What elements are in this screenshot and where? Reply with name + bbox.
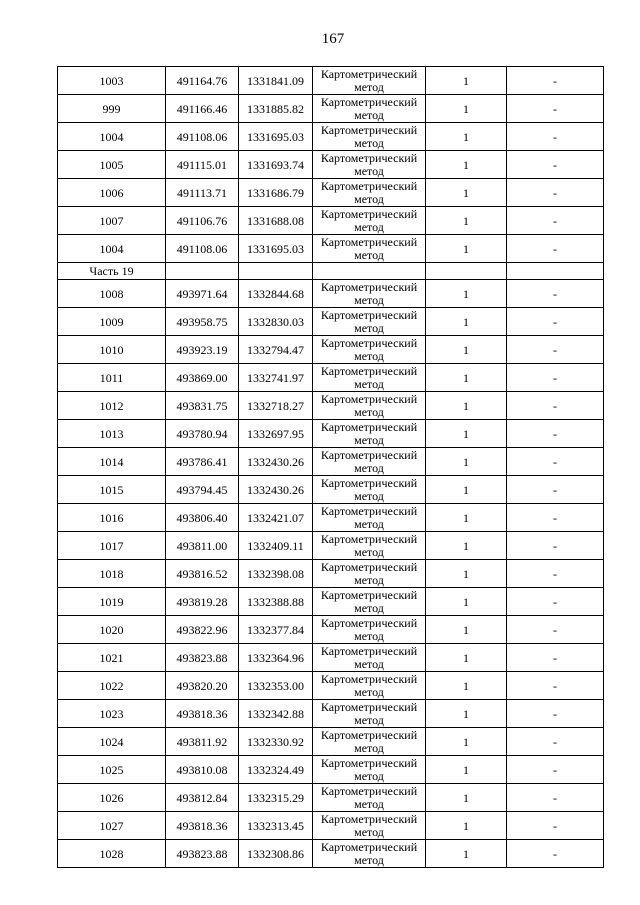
y-coordinate-cell: 1332315.29 — [239, 784, 313, 812]
column-6-cell: - — [507, 476, 604, 504]
y-coordinate-cell: 1332718.27 — [239, 392, 313, 420]
x-coordinate-cell: 491113.71 — [166, 179, 239, 207]
x-coordinate-cell: 493811.00 — [166, 532, 239, 560]
table-row — [58, 588, 604, 616]
method-cell: Картометрический метод — [313, 588, 426, 616]
point-number-cell: 1019 — [58, 588, 166, 616]
column-5-cell: 1 — [426, 700, 507, 728]
point-number-cell: 1004 — [58, 235, 166, 263]
method-cell: Картометрический метод — [313, 784, 426, 812]
point-number-cell: 1010 — [58, 336, 166, 364]
x-coordinate-cell: 491108.06 — [166, 235, 239, 263]
point-number-cell: 1028 — [58, 840, 166, 868]
table-row — [58, 207, 604, 235]
method-cell: Картометрический метод — [313, 364, 426, 392]
point-number-cell: 1011 — [58, 364, 166, 392]
table-row — [58, 420, 604, 448]
table-row — [58, 728, 604, 756]
y-coordinate-cell: 1331695.03 — [239, 235, 313, 263]
y-coordinate-cell: 1332330.92 — [239, 728, 313, 756]
method-cell: Картометрический метод — [313, 700, 426, 728]
method-cell: Картометрический метод — [313, 644, 426, 672]
y-coordinate-cell: 1332353.00 — [239, 672, 313, 700]
method-cell: Картометрический метод — [313, 235, 426, 263]
y-coordinate-cell: 1332342.88 — [239, 700, 313, 728]
empty-cell — [426, 263, 507, 280]
table-row — [58, 67, 604, 95]
column-5-cell: 1 — [426, 784, 507, 812]
column-5-cell: 1 — [426, 207, 507, 235]
column-6-cell: - — [507, 644, 604, 672]
method-cell: Картометрический метод — [313, 616, 426, 644]
x-coordinate-cell: 493923.19 — [166, 336, 239, 364]
method-cell: Картометрический метод — [313, 67, 426, 95]
x-coordinate-cell: 493820.20 — [166, 672, 239, 700]
empty-cell — [313, 263, 426, 280]
table-row — [58, 448, 604, 476]
column-5-cell: 1 — [426, 840, 507, 868]
y-coordinate-cell: 1332830.03 — [239, 308, 313, 336]
y-coordinate-cell: 1332697.95 — [239, 420, 313, 448]
column-6-cell: - — [507, 364, 604, 392]
point-number-cell: 1026 — [58, 784, 166, 812]
y-coordinate-cell: 1332388.88 — [239, 588, 313, 616]
table-row — [58, 280, 604, 308]
x-coordinate-cell: 493794.45 — [166, 476, 239, 504]
x-coordinate-cell: 493958.75 — [166, 308, 239, 336]
column-6-cell: - — [507, 700, 604, 728]
column-6-cell: - — [507, 812, 604, 840]
point-number-cell: 1008 — [58, 280, 166, 308]
method-cell: Картометрический метод — [313, 123, 426, 151]
x-coordinate-cell: 491106.76 — [166, 207, 239, 235]
table-row — [58, 644, 604, 672]
section-label: Часть 19 — [58, 263, 166, 280]
column-6-cell: - — [507, 532, 604, 560]
point-number-cell: 1022 — [58, 672, 166, 700]
table-row — [58, 532, 604, 560]
table-row — [58, 504, 604, 532]
point-number-cell: 1003 — [58, 67, 166, 95]
column-6-cell: - — [507, 756, 604, 784]
point-number-cell: 1015 — [58, 476, 166, 504]
table-row — [58, 336, 604, 364]
column-6-cell: - — [507, 420, 604, 448]
method-cell: Картометрический метод — [313, 504, 426, 532]
x-coordinate-cell: 493823.88 — [166, 840, 239, 868]
point-number-cell: 1021 — [58, 644, 166, 672]
table-row — [58, 784, 604, 812]
column-6-cell: - — [507, 280, 604, 308]
column-5-cell: 1 — [426, 179, 507, 207]
section-label-row — [58, 263, 604, 280]
coordinates-table — [57, 66, 604, 868]
point-number-cell: 1018 — [58, 560, 166, 588]
y-coordinate-cell: 1332324.49 — [239, 756, 313, 784]
method-cell: Картометрический метод — [313, 840, 426, 868]
y-coordinate-cell: 1332409.11 — [239, 532, 313, 560]
method-cell: Картометрический метод — [313, 207, 426, 235]
point-number-cell: 1020 — [58, 616, 166, 644]
x-coordinate-cell: 493780.94 — [166, 420, 239, 448]
method-cell: Картометрический метод — [313, 179, 426, 207]
x-coordinate-cell: 493819.28 — [166, 588, 239, 616]
y-coordinate-cell: 1332313.45 — [239, 812, 313, 840]
point-number-cell: 1009 — [58, 308, 166, 336]
point-number-cell: 999 — [58, 95, 166, 123]
column-5-cell: 1 — [426, 392, 507, 420]
method-cell: Картометрический метод — [313, 336, 426, 364]
point-number-cell: 1016 — [58, 504, 166, 532]
column-6-cell: - — [507, 448, 604, 476]
y-coordinate-cell: 1331695.03 — [239, 123, 313, 151]
x-coordinate-cell: 493971.64 — [166, 280, 239, 308]
point-number-cell: 1006 — [58, 179, 166, 207]
method-cell: Картометрический метод — [313, 280, 426, 308]
point-number-cell: 1023 — [58, 700, 166, 728]
column-6-cell: - — [507, 207, 604, 235]
x-coordinate-cell: 493810.08 — [166, 756, 239, 784]
y-coordinate-cell: 1332430.26 — [239, 476, 313, 504]
table-row — [58, 364, 604, 392]
column-5-cell: 1 — [426, 235, 507, 263]
x-coordinate-cell: 493831.75 — [166, 392, 239, 420]
column-6-cell: - — [507, 588, 604, 616]
column-5-cell: 1 — [426, 67, 507, 95]
column-5-cell: 1 — [426, 644, 507, 672]
empty-cell — [239, 263, 313, 280]
table-row — [58, 235, 604, 263]
column-5-cell: 1 — [426, 123, 507, 151]
x-coordinate-cell: 491164.76 — [166, 67, 239, 95]
table-row — [58, 840, 604, 868]
column-6-cell: - — [507, 784, 604, 812]
column-5-cell: 1 — [426, 476, 507, 504]
x-coordinate-cell: 493786.41 — [166, 448, 239, 476]
table-row — [58, 308, 604, 336]
y-coordinate-cell: 1332308.86 — [239, 840, 313, 868]
method-cell: Картометрический метод — [313, 476, 426, 504]
y-coordinate-cell: 1332364.96 — [239, 644, 313, 672]
column-6-cell: - — [507, 67, 604, 95]
column-5-cell: 1 — [426, 95, 507, 123]
column-6-cell: - — [507, 123, 604, 151]
point-number-cell: 1013 — [58, 420, 166, 448]
column-6-cell: - — [507, 728, 604, 756]
point-number-cell: 1004 — [58, 123, 166, 151]
x-coordinate-cell: 493806.40 — [166, 504, 239, 532]
x-coordinate-cell: 493811.92 — [166, 728, 239, 756]
column-6-cell: - — [507, 840, 604, 868]
point-number-cell: 1007 — [58, 207, 166, 235]
column-6-cell: - — [507, 336, 604, 364]
table-row — [58, 95, 604, 123]
column-5-cell: 1 — [426, 364, 507, 392]
point-number-cell: 1005 — [58, 151, 166, 179]
point-number-cell: 1012 — [58, 392, 166, 420]
column-5-cell: 1 — [426, 280, 507, 308]
x-coordinate-cell: 493816.52 — [166, 560, 239, 588]
column-5-cell: 1 — [426, 756, 507, 784]
x-coordinate-cell: 491108.06 — [166, 123, 239, 151]
method-cell: Картометрический метод — [313, 672, 426, 700]
point-number-cell: 1024 — [58, 728, 166, 756]
table-row — [58, 123, 604, 151]
table-row — [58, 560, 604, 588]
column-6-cell: - — [507, 179, 604, 207]
column-5-cell: 1 — [426, 588, 507, 616]
table-row — [58, 616, 604, 644]
method-cell: Картометрический метод — [313, 95, 426, 123]
column-6-cell: - — [507, 308, 604, 336]
column-5-cell: 1 — [426, 672, 507, 700]
point-number-cell: 1025 — [58, 756, 166, 784]
x-coordinate-cell: 493822.96 — [166, 616, 239, 644]
x-coordinate-cell: 493818.36 — [166, 812, 239, 840]
point-number-cell: 1027 — [58, 812, 166, 840]
table-row — [58, 812, 604, 840]
column-5-cell: 1 — [426, 532, 507, 560]
column-6-cell: - — [507, 392, 604, 420]
table-row — [58, 672, 604, 700]
table-row — [58, 151, 604, 179]
y-coordinate-cell: 1332398.08 — [239, 560, 313, 588]
method-cell: Картометрический метод — [313, 532, 426, 560]
page-number: 167 — [321, 31, 345, 47]
table-row — [58, 700, 604, 728]
method-cell: Картометрический метод — [313, 560, 426, 588]
column-5-cell: 1 — [426, 448, 507, 476]
column-6-cell: - — [507, 504, 604, 532]
method-cell: Картометрический метод — [313, 812, 426, 840]
empty-cell — [507, 263, 604, 280]
x-coordinate-cell: 491166.46 — [166, 95, 239, 123]
y-coordinate-cell: 1331885.82 — [239, 95, 313, 123]
column-6-cell: - — [507, 95, 604, 123]
column-6-cell: - — [507, 151, 604, 179]
point-number-cell: 1017 — [58, 532, 166, 560]
table-row — [58, 392, 604, 420]
x-coordinate-cell: 491115.01 — [166, 151, 239, 179]
method-cell: Картометрический метод — [313, 151, 426, 179]
y-coordinate-cell: 1331688.08 — [239, 207, 313, 235]
x-coordinate-cell: 493818.36 — [166, 700, 239, 728]
method-cell: Картометрический метод — [313, 728, 426, 756]
coordinates-table-body — [58, 67, 604, 868]
x-coordinate-cell: 493869.00 — [166, 364, 239, 392]
column-5-cell: 1 — [426, 336, 507, 364]
column-5-cell: 1 — [426, 560, 507, 588]
y-coordinate-cell: 1331686.79 — [239, 179, 313, 207]
y-coordinate-cell: 1331841.09 — [239, 67, 313, 95]
empty-cell — [166, 263, 239, 280]
column-6-cell: - — [507, 672, 604, 700]
method-cell: Картометрический метод — [313, 420, 426, 448]
column-5-cell: 1 — [426, 151, 507, 179]
column-6-cell: - — [507, 235, 604, 263]
y-coordinate-cell: 1332421.07 — [239, 504, 313, 532]
method-cell: Картометрический метод — [313, 756, 426, 784]
column-5-cell: 1 — [426, 812, 507, 840]
y-coordinate-cell: 1331693.74 — [239, 151, 313, 179]
table-row — [58, 179, 604, 207]
column-5-cell: 1 — [426, 616, 507, 644]
table-row — [58, 756, 604, 784]
x-coordinate-cell: 493812.84 — [166, 784, 239, 812]
x-coordinate-cell: 493823.88 — [166, 644, 239, 672]
table-row — [58, 476, 604, 504]
y-coordinate-cell: 1332844.68 — [239, 280, 313, 308]
column-5-cell: 1 — [426, 504, 507, 532]
method-cell: Картометрический метод — [313, 308, 426, 336]
column-6-cell: - — [507, 560, 604, 588]
column-6-cell: - — [507, 616, 604, 644]
y-coordinate-cell: 1332430.26 — [239, 448, 313, 476]
column-5-cell: 1 — [426, 420, 507, 448]
column-5-cell: 1 — [426, 728, 507, 756]
column-5-cell: 1 — [426, 308, 507, 336]
method-cell: Картометрический метод — [313, 448, 426, 476]
y-coordinate-cell: 1332794.47 — [239, 336, 313, 364]
y-coordinate-cell: 1332741.97 — [239, 364, 313, 392]
y-coordinate-cell: 1332377.84 — [239, 616, 313, 644]
point-number-cell: 1014 — [58, 448, 166, 476]
method-cell: Картометрический метод — [313, 392, 426, 420]
